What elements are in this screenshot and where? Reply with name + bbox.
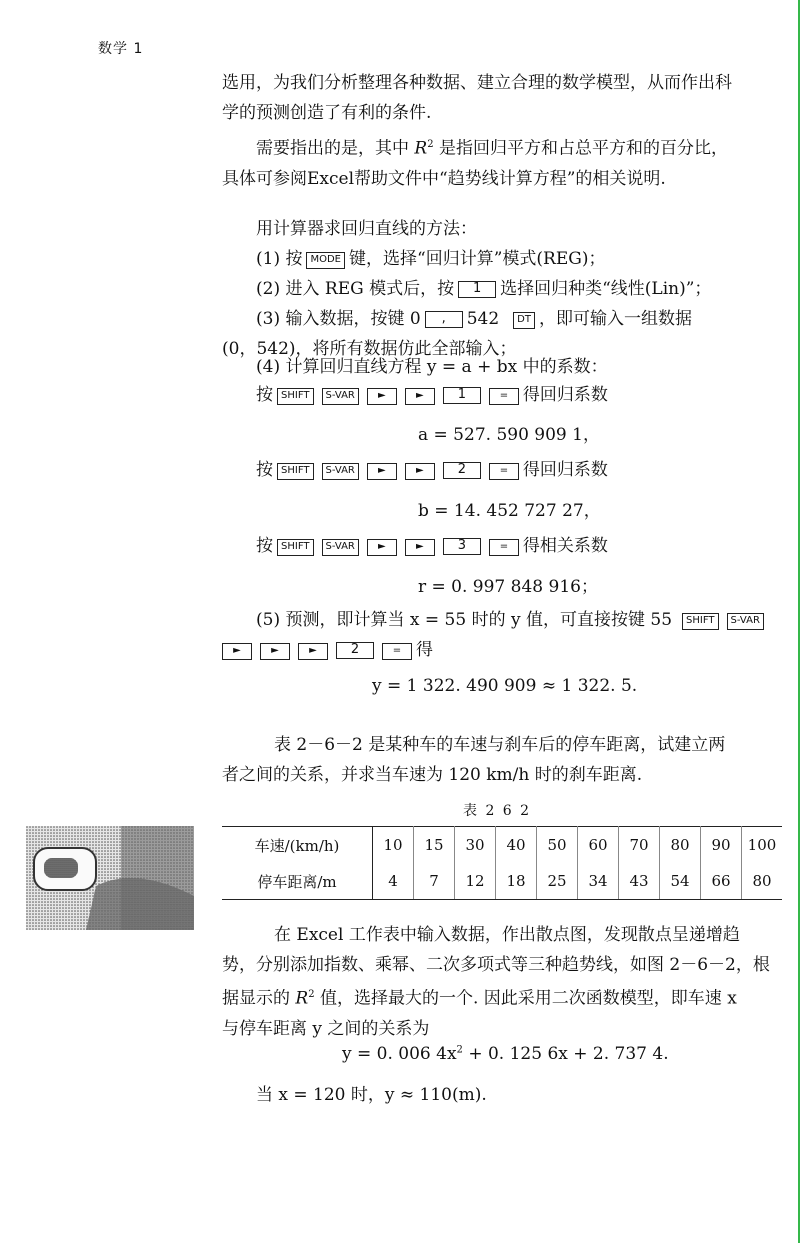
table-cell: 90: [701, 827, 742, 864]
arrow-right-icon: ►: [367, 539, 397, 556]
table-cell: 80: [742, 863, 783, 900]
shift-key: SHIFT: [277, 463, 314, 480]
svar-key: S-VAR: [322, 539, 359, 556]
table-cell: 70: [619, 827, 660, 864]
arrow-right-icon: ►: [405, 388, 435, 405]
table-cell: 4: [373, 863, 414, 900]
arrow-right-icon: ►: [298, 643, 328, 660]
page-header: 数学 1: [98, 41, 144, 57]
table-cell: 40: [496, 827, 537, 864]
table-cell: 25: [537, 863, 578, 900]
calc-step-5: (5) 预测，即计算当 x = 55 时的 y 值，可直接按键 55 SHIFT S-VAR ► ► ► 2 = 得: [222, 605, 778, 665]
equation-y-prediction: y = 1 322. 490 909 ≈ 1 322. 5.: [372, 676, 638, 696]
table-cell: 60: [578, 827, 619, 864]
svar-key: S-VAR: [727, 613, 764, 630]
table-cell: 18: [496, 863, 537, 900]
table-cell: 12: [455, 863, 496, 900]
key-1: 1: [443, 387, 481, 404]
calc-step-3: (3) 输入数据，按键 0 , 542 DT ，即可输入一组数据 (0，542)，将所有数据仿此全部输入；: [222, 304, 778, 364]
key-1: 1: [458, 281, 496, 298]
table-cell: 54: [660, 863, 701, 900]
table-cell: 50: [537, 827, 578, 864]
car-photo: [26, 826, 194, 930]
calculator-intro: 用计算器求回归直线的方法：: [256, 219, 477, 239]
arrow-right-icon: ►: [405, 463, 435, 480]
table-cell: 15: [414, 827, 455, 864]
table-cell: 7: [414, 863, 455, 900]
table-cell: 34: [578, 863, 619, 900]
key-2: 2: [336, 642, 374, 659]
paragraph-2: [222, 130, 778, 194]
mode-key: MODE: [306, 252, 345, 269]
arrow-right-icon: ►: [222, 643, 252, 660]
speed-distance-table: [222, 826, 782, 900]
equation-b: b = 14. 452 727 27，: [418, 501, 601, 521]
shift-key: SHIFT: [277, 539, 314, 556]
calc-step-1: (1) 按 MODE 键，选择“回归计算”模式(REG)；: [256, 249, 606, 269]
calc-step-2: (2) 进入 REG 模式后，按 1 选择回归种类“线性(Lin)”；: [256, 279, 712, 299]
arrow-right-icon: ►: [260, 643, 290, 660]
paragraph-3: 表 2－6－2 是某种车的车速与刹车后的停车距离，试建立两 者之间的关系，并求当车速为 120 km/h 时的刹车距离.: [222, 735, 726, 785]
equals-key: =: [489, 388, 519, 405]
table-row-distance: [222, 863, 782, 900]
paragraph-2-line-2: 具体可参阅Excel帮助文件中“趋势线计算方程”的相关说明.: [222, 168, 666, 189]
arrow-right-icon: ►: [367, 388, 397, 405]
table-row-speed: [222, 827, 782, 864]
paragraph-4: 在 Excel 工作表中输入数据，作出散点图，发现散点呈递增趋 势，分别添加指数、乘幂、二次多项式等三种趋势线，如图 2－6－2，根 据显示的 $R^2$ 值，选择最大的一个. 因此采用二次函数模型，即车速 x 与停车距离 y 之间的关系为: [222, 925, 770, 1039]
calc-step-4: (4) 计算回归直线方程 y = a + bx 中的系数：: [256, 357, 608, 377]
paragraph-1-line-1: 选用，为我们分析整理各种数据、建立合理的数学模型，从而作出科: [222, 73, 732, 93]
key-sequence-b: 按 SHIFT S-VAR ► ► 2 = 得回归系数: [256, 460, 608, 480]
arrow-right-icon: ►: [367, 463, 397, 480]
svar-key: S-VAR: [322, 388, 359, 405]
shift-key: SHIFT: [277, 388, 314, 405]
table-cell: 10: [373, 827, 414, 864]
table-caption: 表 2 6 2: [463, 803, 532, 819]
dt-key: DT: [513, 312, 535, 329]
svar-key: S-VAR: [322, 463, 359, 480]
table-cell: 30: [455, 827, 496, 864]
key-3: 3: [443, 538, 481, 555]
row-header-distance: 停车距离/m: [222, 863, 373, 900]
shift-key: SHIFT: [682, 613, 719, 630]
key-sequence-r: 按 SHIFT S-VAR ► ► 3 = 得相关系数: [256, 536, 608, 556]
final-answer: 当 x = 120 时，y ≈ 110(m).: [256, 1085, 487, 1105]
equation-a: a = 527. 590 909 1，: [418, 425, 600, 445]
paragraph-1: [222, 68, 778, 128]
key-sequence-a: 按 SHIFT S-VAR ► ► 1 = 得回归系数: [256, 385, 608, 405]
arrow-right-icon: ►: [405, 539, 435, 556]
calc-step-3-line-2: (0，542)，将所有数据仿此全部输入；: [222, 339, 517, 359]
paragraph-2-line-1: 需要指出的是，其中 $R^2$ 是指回归平方和占总平方和的百分比，: [256, 138, 728, 159]
table-cell: 100: [742, 827, 783, 864]
paragraph-1-line-2: 学的预测创造了有利的条件.: [222, 103, 432, 123]
row-header-speed: 车速/(km/h): [222, 827, 373, 864]
equation-r: r = 0. 997 848 916；: [418, 577, 598, 597]
equals-key: =: [489, 539, 519, 556]
equals-key: =: [382, 643, 412, 660]
equals-key: =: [489, 463, 519, 480]
key-2: 2: [443, 462, 481, 479]
comma-key: ,: [425, 311, 463, 328]
regression-formula: y = 0. 006 $4x^2 + 0$. 125 6x + 2. 737 4.: [342, 1044, 669, 1064]
table-cell: 66: [701, 863, 742, 900]
table-cell: 43: [619, 863, 660, 900]
table-cell: 80: [660, 827, 701, 864]
